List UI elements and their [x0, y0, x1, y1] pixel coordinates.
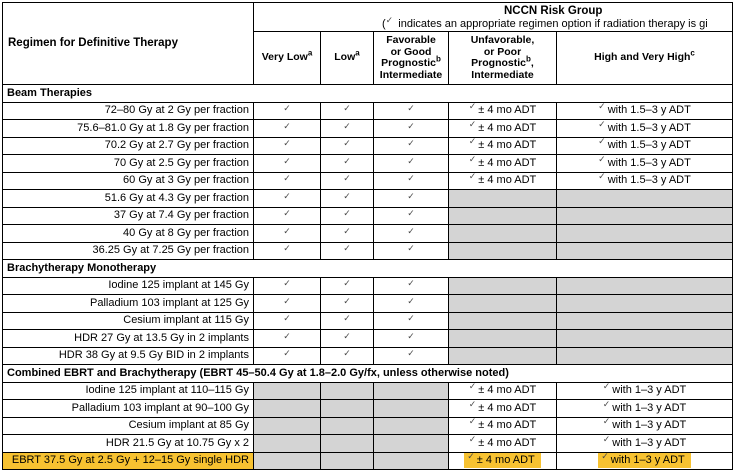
not-recommended-cell — [557, 242, 733, 260]
col-header-line: Prognostic$^b$ — [381, 54, 441, 69]
check-icon: ✓ — [343, 225, 351, 236]
check-icon: ✓ — [407, 103, 415, 114]
table-row — [3, 207, 733, 225]
check-with-adt-cell — [557, 120, 733, 138]
check-icon: ✓ — [602, 382, 611, 392]
check-with-adt-cell — [449, 417, 557, 435]
check-cell — [254, 102, 321, 120]
check-cell — [321, 190, 374, 208]
not-recommended-cell — [557, 207, 733, 225]
check-cell — [374, 190, 449, 208]
check-icon: ✓ — [343, 208, 351, 219]
check-icon: ✓ — [385, 15, 394, 25]
check-icon: ✓ — [468, 399, 477, 409]
check-icon: ✓ — [598, 154, 606, 164]
check-icon: ✓ — [283, 313, 291, 324]
check-with-adt-cell — [557, 137, 733, 155]
check-cell — [374, 277, 449, 295]
check-with-adt-cell — [449, 155, 557, 173]
check-with-adt-cell — [557, 452, 733, 470]
check-cell — [321, 312, 374, 330]
not-recommended-cell — [449, 347, 557, 365]
regimen-label: 72–80 Gy at 2 Gy per fraction — [3, 102, 254, 120]
table-row — [3, 295, 733, 313]
check-icon: ✓ — [407, 243, 415, 254]
check-icon: ✓ — [598, 172, 606, 182]
adt-note: ✓ ± 4 mo ADT — [468, 137, 537, 152]
table-row — [3, 102, 733, 120]
not-recommended-cell — [321, 452, 374, 470]
not-recommended-cell — [321, 417, 374, 435]
adt-note: ✓ with 1.5–3 y ADT — [598, 172, 691, 187]
check-with-adt-cell — [449, 137, 557, 155]
col-header-line: Very Low$^a$ — [261, 48, 313, 64]
band-note: (✓ indicates an appropriate regimen option if radiation therapy is gi — [382, 15, 708, 30]
col-header-line: or Poor — [483, 45, 522, 58]
check-cell — [374, 312, 449, 330]
check-icon: ✓ — [407, 138, 415, 149]
adt-note: ✓ with 1.5–3 y ADT — [598, 119, 691, 134]
check-cell — [254, 225, 321, 243]
regimen-label: Cesium implant at 115 Gy — [3, 312, 254, 330]
regimen-label: Palladium 103 implant at 125 Gy — [3, 295, 254, 313]
regimen-label: 70.2 Gy at 2.7 Gy per fraction — [3, 137, 254, 155]
check-icon: ✓ — [283, 173, 291, 184]
not-recommended-cell — [374, 435, 449, 453]
section-header-row — [3, 260, 733, 278]
table-row — [3, 347, 733, 365]
col-header-line: Prognostic$^b$, — [471, 54, 534, 69]
not-recommended-cell — [374, 382, 449, 400]
regimen-label: 60 Gy at 3 Gy per fraction — [3, 172, 254, 190]
check-with-adt-cell — [557, 155, 733, 173]
check-cell — [374, 330, 449, 348]
not-recommended-cell — [449, 225, 557, 243]
check-with-adt-cell — [449, 102, 557, 120]
check-icon: ✓ — [283, 330, 291, 341]
not-recommended-cell — [254, 435, 321, 453]
regimen-risk-table — [2, 2, 733, 470]
col-header-unfavorable-intermediate — [449, 32, 557, 85]
col-header-line: Unfavorable, — [470, 34, 535, 46]
check-icon: ✓ — [283, 295, 291, 306]
check-icon: ✓ — [468, 172, 477, 182]
check-icon: ✓ — [407, 120, 415, 131]
check-icon: ✓ — [468, 102, 477, 112]
not-recommended-cell — [374, 452, 449, 470]
check-cell — [254, 277, 321, 295]
table-row — [3, 452, 733, 470]
check-icon: ✓ — [407, 313, 415, 324]
check-icon: ✓ — [407, 278, 415, 289]
check-cell — [321, 295, 374, 313]
regimen-label: HDR 21.5 Gy at 10.75 Gy x 2 — [3, 435, 254, 453]
check-icon: ✓ — [468, 137, 477, 147]
not-recommended-cell — [321, 400, 374, 418]
table-row — [3, 172, 733, 190]
check-icon: ✓ — [407, 225, 415, 236]
not-recommended-cell — [557, 312, 733, 330]
check-cell — [321, 225, 374, 243]
adt-note: ✓ with 1–3 y ADT — [598, 453, 691, 468]
check-cell — [374, 137, 449, 155]
table-row — [3, 137, 733, 155]
check-icon: ✓ — [343, 138, 351, 149]
col-header-line: or Good — [390, 45, 432, 58]
check-icon: ✓ — [468, 417, 477, 427]
not-recommended-cell — [557, 190, 733, 208]
not-recommended-cell — [449, 190, 557, 208]
adt-note: ✓ ± 4 mo ADT — [468, 172, 537, 187]
adt-note: ✓ with 1.5–3 y ADT — [598, 137, 691, 152]
not-recommended-cell — [557, 225, 733, 243]
check-icon: ✓ — [343, 243, 351, 254]
col-header-favorable-intermediate — [374, 32, 449, 85]
regimen-label: 51.6 Gy at 4.3 Gy per fraction — [3, 190, 254, 208]
check-icon: ✓ — [601, 452, 609, 462]
check-with-adt-cell — [449, 120, 557, 138]
check-icon: ✓ — [598, 102, 606, 112]
table-body — [3, 85, 733, 470]
not-recommended-cell — [449, 277, 557, 295]
check-cell — [374, 155, 449, 173]
nccn-risk-group-band — [254, 3, 733, 32]
check-with-adt-cell — [557, 102, 733, 120]
section-header-row — [3, 365, 733, 383]
col-header-high-very-high — [557, 32, 733, 85]
check-icon: ✓ — [467, 452, 475, 462]
table-row — [3, 382, 733, 400]
header-band-row — [3, 3, 733, 32]
check-cell — [321, 242, 374, 260]
adt-note: ✓ with 1–3 y ADT — [602, 434, 687, 449]
check-icon: ✓ — [407, 155, 415, 166]
check-icon: ✓ — [407, 330, 415, 341]
check-icon: ✓ — [468, 382, 477, 392]
adt-note: ✓ with 1–3 y ADT — [602, 382, 687, 397]
adt-note: ✓ with 1.5–3 y ADT — [598, 154, 691, 169]
check-icon: ✓ — [407, 190, 415, 201]
check-cell — [374, 120, 449, 138]
adt-note: ✓ with 1.5–3 y ADT — [598, 102, 691, 117]
check-cell — [374, 207, 449, 225]
check-icon: ✓ — [343, 173, 351, 184]
check-cell — [321, 102, 374, 120]
not-recommended-cell — [254, 417, 321, 435]
regimen-label: 40 Gy at 8 Gy per fraction — [3, 225, 254, 243]
regimen-label: EBRT 37.5 Gy at 2.5 Gy + 12–15 Gy single HDR — [3, 452, 254, 470]
col-header-line: Intermediate — [379, 68, 443, 81]
regimen-label: Iodine 125 implant at 145 Gy — [3, 277, 254, 295]
table-row — [3, 435, 733, 453]
check-cell — [254, 207, 321, 225]
check-with-adt-cell — [449, 382, 557, 400]
check-cell — [321, 347, 374, 365]
check-with-adt-cell — [557, 435, 733, 453]
col-header-line: High and Very High$^c$ — [594, 48, 695, 64]
check-icon: ✓ — [602, 417, 611, 427]
not-recommended-cell — [557, 277, 733, 295]
table-row — [3, 277, 733, 295]
check-cell — [254, 120, 321, 138]
regimen-label: HDR 27 Gy at 13.5 Gy in 2 implants — [3, 330, 254, 348]
table-row — [3, 330, 733, 348]
check-cell — [254, 330, 321, 348]
check-with-adt-cell — [449, 400, 557, 418]
check-icon: ✓ — [407, 173, 415, 184]
check-cell — [321, 120, 374, 138]
check-icon: ✓ — [343, 348, 351, 359]
band-title: NCCN Risk Group — [504, 5, 603, 17]
check-cell — [254, 155, 321, 173]
check-icon: ✓ — [407, 348, 415, 359]
check-cell — [321, 172, 374, 190]
not-recommended-cell — [374, 400, 449, 418]
check-cell — [374, 347, 449, 365]
not-recommended-cell — [449, 207, 557, 225]
regimen-label: Palladium 103 implant at 90–100 Gy — [3, 400, 254, 418]
check-icon: ✓ — [283, 155, 291, 166]
check-with-adt-cell — [557, 400, 733, 418]
check-icon: ✓ — [283, 348, 291, 359]
check-icon: ✓ — [343, 120, 351, 131]
check-cell — [254, 312, 321, 330]
not-recommended-cell — [557, 295, 733, 313]
col-header-line: Low$^a$ — [334, 48, 360, 64]
regimen-label: 36.25 Gy at 7.25 Gy per fraction — [3, 242, 254, 260]
check-icon: ✓ — [602, 399, 611, 409]
check-icon: ✓ — [407, 295, 415, 306]
check-icon: ✓ — [283, 225, 291, 236]
not-recommended-cell — [374, 417, 449, 435]
table-row — [3, 120, 733, 138]
adt-note: ✓ with 1–3 y ADT — [602, 399, 687, 414]
regimen-label: 75.6–81.0 Gy at 1.8 Gy per fraction — [3, 120, 254, 138]
check-icon: ✓ — [343, 103, 351, 114]
check-icon: ✓ — [283, 278, 291, 289]
check-icon: ✓ — [343, 330, 351, 341]
section-title: Brachytherapy Monotherapy — [3, 260, 733, 278]
table-row — [3, 155, 733, 173]
check-icon: ✓ — [343, 295, 351, 306]
check-icon: ✓ — [343, 190, 351, 201]
not-recommended-cell — [449, 295, 557, 313]
not-recommended-cell — [557, 330, 733, 348]
adt-note: ✓ ± 4 mo ADT — [468, 154, 537, 169]
check-icon: ✓ — [598, 119, 606, 129]
col-header-line: Favorable — [386, 34, 436, 46]
check-with-adt-cell — [557, 172, 733, 190]
check-cell — [254, 190, 321, 208]
regimen-column-header: Regimen for Definitive Therapy — [3, 3, 254, 85]
check-icon: ✓ — [283, 103, 291, 114]
check-icon: ✓ — [283, 120, 291, 131]
not-recommended-cell — [449, 312, 557, 330]
check-cell — [321, 277, 374, 295]
check-with-adt-cell — [449, 435, 557, 453]
check-with-adt-cell — [557, 417, 733, 435]
check-cell — [254, 172, 321, 190]
not-recommended-cell — [254, 382, 321, 400]
check-cell — [321, 137, 374, 155]
check-cell — [374, 242, 449, 260]
col-header-very-low — [254, 32, 321, 85]
check-icon: ✓ — [468, 154, 477, 164]
not-recommended-cell — [254, 452, 321, 470]
section-title: Beam Therapies — [3, 85, 733, 103]
check-cell — [254, 137, 321, 155]
check-icon: ✓ — [602, 434, 611, 444]
check-icon: ✓ — [468, 119, 477, 129]
document-page — [0, 2, 740, 476]
check-icon: ✓ — [468, 434, 477, 444]
check-cell — [374, 225, 449, 243]
section-header-row — [3, 85, 733, 103]
check-cell — [321, 330, 374, 348]
table-row — [3, 190, 733, 208]
table-row — [3, 417, 733, 435]
table-row — [3, 225, 733, 243]
table-row — [3, 400, 733, 418]
table-row — [3, 242, 733, 260]
not-recommended-cell — [254, 400, 321, 418]
check-with-adt-cell — [449, 452, 557, 470]
col-header-low — [321, 32, 374, 85]
not-recommended-cell — [449, 330, 557, 348]
adt-note: ✓ with 1–3 y ADT — [602, 417, 687, 432]
check-icon: ✓ — [283, 138, 291, 149]
check-icon: ✓ — [407, 208, 415, 219]
adt-note: ✓ ± 4 mo ADT — [468, 102, 537, 117]
not-recommended-cell — [321, 382, 374, 400]
adt-note: ✓ ± 4 mo ADT — [468, 434, 537, 449]
check-icon: ✓ — [343, 278, 351, 289]
check-cell — [254, 347, 321, 365]
check-with-adt-cell — [557, 382, 733, 400]
regimen-label: 37 Gy at 7.4 Gy per fraction — [3, 207, 254, 225]
check-cell — [254, 242, 321, 260]
not-recommended-cell — [557, 347, 733, 365]
check-cell — [374, 295, 449, 313]
check-icon: ✓ — [283, 190, 291, 201]
regimen-label: 70 Gy at 2.5 Gy per fraction — [3, 155, 254, 173]
not-recommended-cell — [321, 435, 374, 453]
adt-note: ✓ ± 4 mo ADT — [468, 417, 537, 432]
check-cell — [254, 295, 321, 313]
check-cell — [374, 102, 449, 120]
table-row — [3, 312, 733, 330]
adt-note: ✓ ± 4 mo ADT — [464, 453, 541, 468]
check-icon: ✓ — [283, 208, 291, 219]
adt-note: ✓ ± 4 mo ADT — [468, 399, 537, 414]
check-icon: ✓ — [598, 137, 606, 147]
col-header-line: Intermediate — [471, 68, 534, 81]
check-cell — [374, 172, 449, 190]
check-cell — [321, 207, 374, 225]
regimen-label: Iodine 125 implant at 110–115 Gy — [3, 382, 254, 400]
check-cell — [321, 155, 374, 173]
regimen-label: Cesium implant at 85 Gy — [3, 417, 254, 435]
check-icon: ✓ — [283, 243, 291, 254]
regimen-label: HDR 38 Gy at 9.5 Gy BID in 2 implants — [3, 347, 254, 365]
adt-note: ✓ ± 4 mo ADT — [468, 382, 537, 397]
check-icon: ✓ — [343, 155, 351, 166]
not-recommended-cell — [449, 242, 557, 260]
check-icon: ✓ — [343, 313, 351, 324]
adt-note: ✓ ± 4 mo ADT — [468, 119, 537, 134]
check-with-adt-cell — [449, 172, 557, 190]
section-title: Combined EBRT and Brachytherapy (EBRT 45–50.4 Gy at 1.8–2.0 Gy/fx, unless otherwise noted) — [3, 365, 733, 383]
